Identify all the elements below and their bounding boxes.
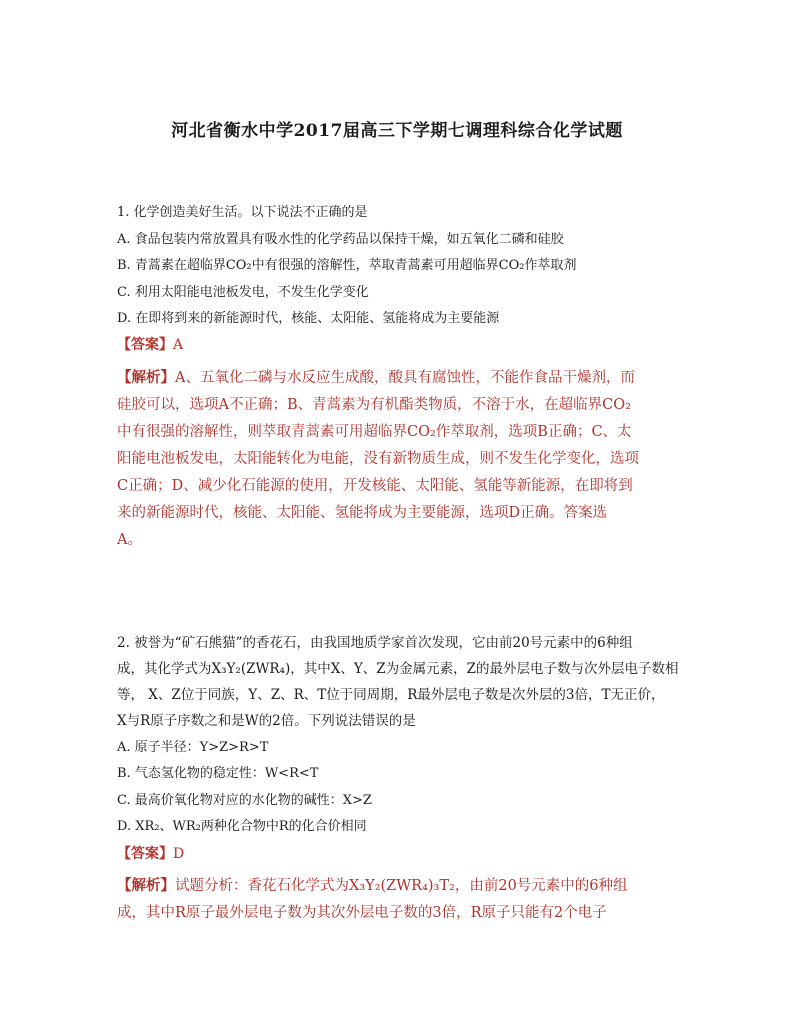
q1-explanation-line: 中有很强的溶解性，则萃取青蒿素可用超临界CO₂作萃取剂，选项B正确；C、太 bbox=[117, 424, 632, 440]
q2-stem-line: 成，其化学式为X₃Y₂(ZWR₄)，其中X、Y、Z为金属元素，Z的最外层电子数与次外层电子数相 bbox=[117, 661, 679, 677]
q1-explanation-line: 阳能电池板发电，太阳能转化为电能，没有新物质生成，则不发生化学变化，选项 bbox=[117, 451, 639, 467]
q2-stem-line: X与R原子序数之和是W的2倍。下列说法错误的是 bbox=[117, 713, 416, 729]
q1-option-c: C. 利用太阳能电池板发电，不发生化学变化 bbox=[117, 285, 369, 300]
q2-explanation-line: 成，其中R原子最外层电子数为其次外层电子数的3倍，R原子只能有2个电子 bbox=[117, 905, 607, 921]
q2-option-a: A. 原子半径：Y>Z>R>T bbox=[117, 740, 269, 755]
q1-explanation-line: A。 bbox=[117, 532, 142, 548]
q2-explanation bbox=[117, 872, 685, 927]
q1-explanation-line: C正确；D、减少化石能源的使用，开发核能、太阳能、氢能等新能源，在即将到 bbox=[117, 478, 633, 494]
q2-option-d: D. XR₂、WR₂两种化合物中R的化合价相同 bbox=[117, 819, 367, 834]
q1-stem: 1. 化学创造美好生活。以下说法不正确的是 bbox=[117, 205, 368, 220]
q1-explanation-line: 【解析】A、五氧化二磷与水反应生成酸，酸具有腐蚀性，不能作食品干燥剂，而 bbox=[117, 369, 635, 386]
q2-stem-line: 2. 被誉为“矿石熊猫”的香花石，由我国地质学家首次发现，它由前20号元素中的6种组 bbox=[117, 635, 633, 651]
q1-explanation-line: 硅胶可以，选项A不正确；B、青蒿素为有机酯类物质，不溶于水，在超临界CO₂ bbox=[117, 397, 631, 413]
q2-stem-line: 等， X、Z位于同族，Y、Z、R、T位于同周期，R最外层电子数是次外层的3倍，T无正价， bbox=[117, 687, 665, 703]
q1-answer-value: A bbox=[173, 337, 184, 353]
q1-answer bbox=[117, 334, 183, 356]
q1-explanation-line: 来的新能源时代，核能、太阳能、氢能将成为主要能源，选项D正确。答案选 bbox=[117, 505, 608, 521]
q2-answer-tag: 【答案】 bbox=[117, 846, 173, 862]
q2-explanation-line: 【解析】试题分析：香花石化学式为X₃Y₂(ZWR₄)₃T₂，由前20号元素中的6种组 bbox=[117, 877, 628, 894]
q1-answer-tag: 【答案】 bbox=[117, 337, 173, 353]
q1-explanation bbox=[117, 364, 685, 554]
document-title: 河北省衡水中学2017届高三下学期七调理科综合化学试题 bbox=[171, 121, 623, 141]
q2-option-c: C. 最高价氧化物对应的水化物的碱性：X>Z bbox=[117, 793, 372, 808]
q1-option-b: B. 青蒿素在超临界CO₂中有很强的溶解性，萃取青蒿素可用超临界CO₂作萃取剂 bbox=[117, 258, 577, 273]
q1-option-d: D. 在即将到来的新能源时代，核能、太阳能、氢能将成为主要能源 bbox=[117, 311, 500, 326]
q1-option-a: A. 食品包装内常放置具有吸水性的化学药品以保持干燥，如五氧化二磷和硅胶 bbox=[117, 232, 564, 247]
q2-explanation-tag: 【解析】 bbox=[117, 877, 175, 894]
q2-answer-value: D bbox=[173, 846, 185, 862]
q2-answer bbox=[117, 843, 184, 865]
q1-explanation-tag: 【解析】 bbox=[117, 369, 175, 386]
q2-option-b: B. 气态氢化物的稳定性：W<R<T bbox=[117, 766, 319, 781]
